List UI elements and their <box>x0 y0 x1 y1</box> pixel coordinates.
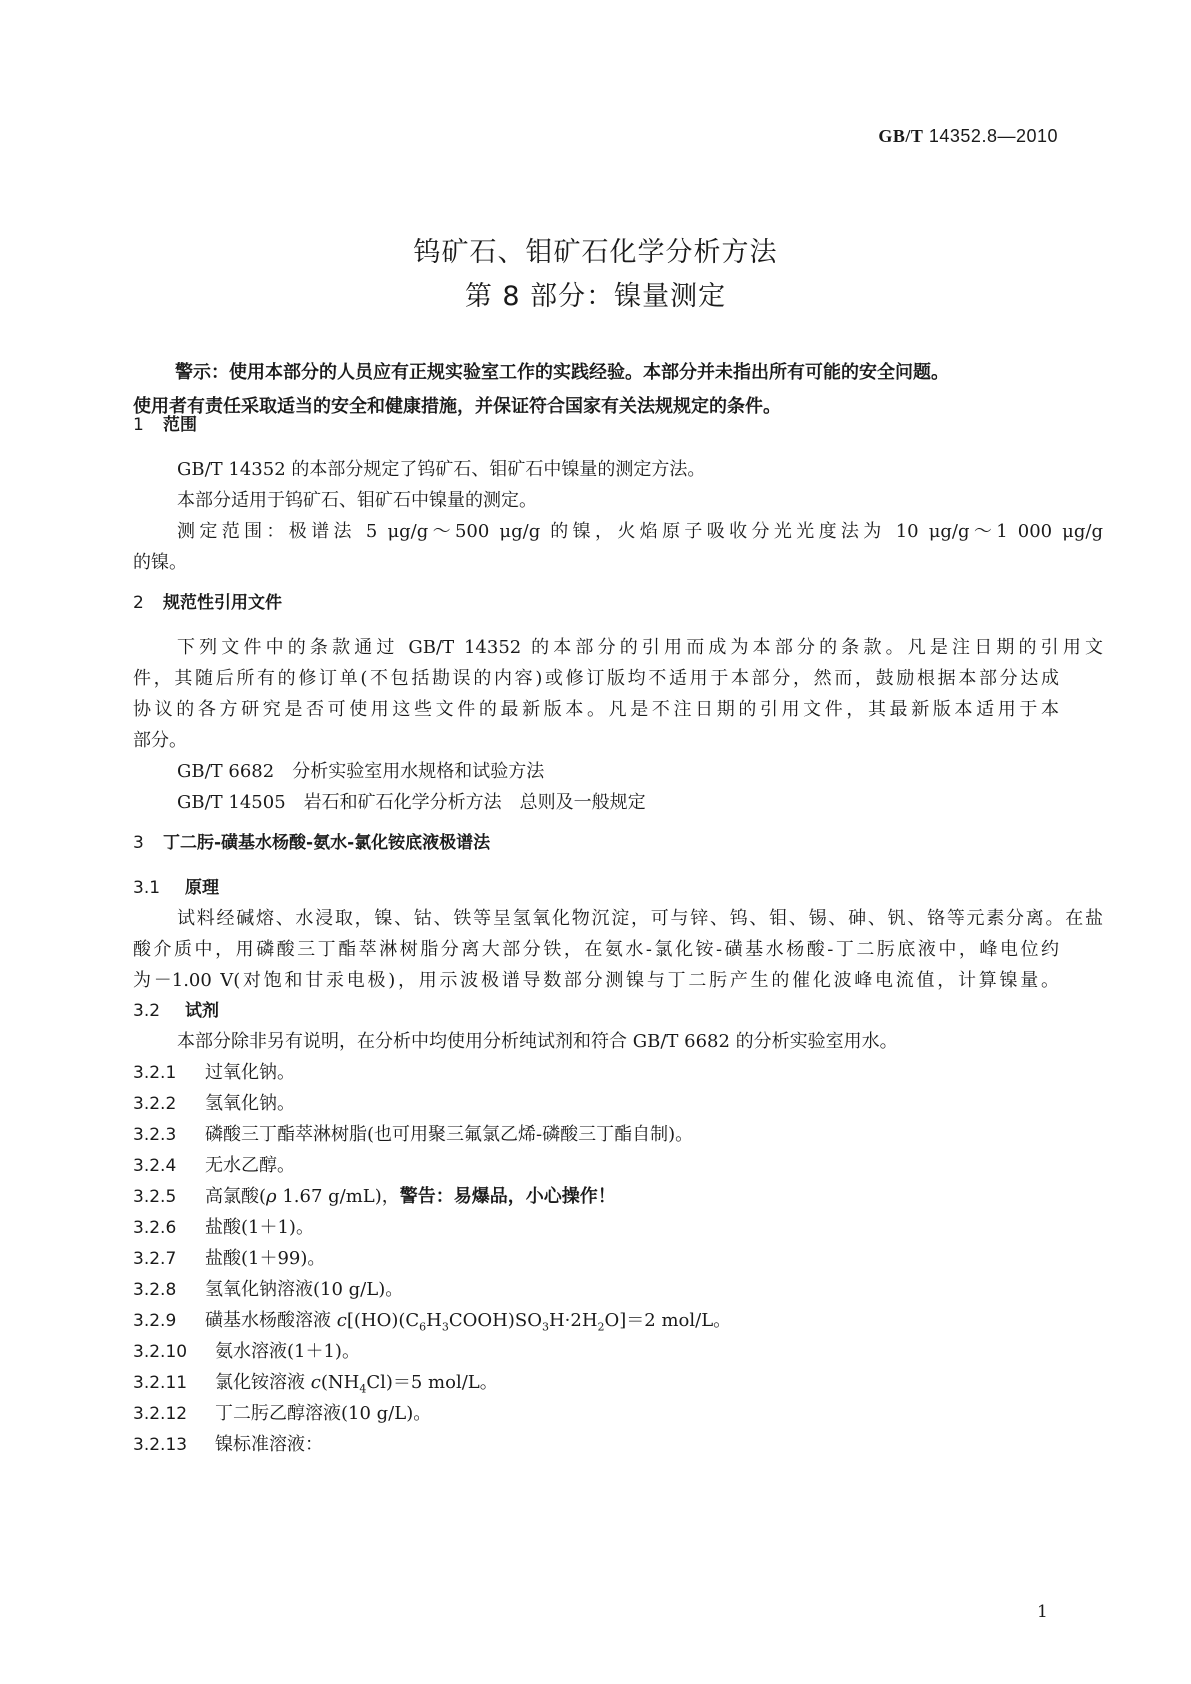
paragraph: GB/T 14352 的本部分规定了钨矿石、钼矿石中镍量的测定方法。 <box>177 459 706 480</box>
explosive-warning: 警告：易爆品，小心操作！ <box>399 1186 616 1207</box>
section-3-2-heading: 3.2 试剂 <box>133 1001 219 1021</box>
document-title: 钨矿石、钼矿石化学分析方法 <box>413 237 778 268</box>
page-number: 1 <box>1037 1602 1048 1622</box>
reagent-item: 3.2.2 氢氧化钠。 <box>133 1093 295 1114</box>
paragraph: 测定范围：极谱法 5 μg/g～500 μg/g 的镍，火焰原子吸收分光光度法为 10 μg/g～1 000 μg/g <box>177 521 1103 542</box>
reference-item: GB/T 6682 分析实验室用水规格和试验方法 <box>177 761 545 782</box>
paragraph: 件，其随后所有的修订单(不包括勘误的内容)或修订版均不适用于本部分，然而，鼓励根据本部分达成 <box>133 668 1059 689</box>
reference-item: GB/T 14505 岩石和矿石化学分析方法 总则及一般规定 <box>177 792 646 813</box>
paragraph: 试料经碱熔、水浸取，镍、钴、铁等呈氢氧化物沉淀，可与锌、钨、钼、锡、砷、钒、铬等元素分离。在盐 <box>177 908 1103 929</box>
reagent-item: 3.2.5 高氯酸(ρ 1.67 g/mL)，警告：易爆品，小心操作！ <box>133 1186 616 1207</box>
reagent-item: 3.2.13 镍标准溶液： <box>133 1434 323 1455</box>
paragraph: 下列文件中的条款通过 GB/T 14352 的本部分的引用而成为本部分的条款。凡是注日期的引用文 <box>177 637 1103 658</box>
paragraph: 的镍。 <box>133 552 187 573</box>
section-1-heading: 1 范围 <box>133 415 197 435</box>
reagent-item: 3.2.12 丁二肟乙醇溶液(10 g/L)。 <box>133 1403 432 1424</box>
paragraph: 本部分适用于钨矿石、钼矿石中镍量的测定。 <box>177 490 537 511</box>
paragraph: 部分。 <box>133 730 187 751</box>
section-3-1-heading: 3.1 原理 <box>133 878 219 898</box>
section-3-heading: 3 丁二肟-磺基水杨酸-氨水-氯化铵底液极谱法 <box>133 833 491 853</box>
reagent-item: 3.2.10 氨水溶液(1＋1)。 <box>133 1341 360 1362</box>
paragraph: 为－1.00 V(对饱和甘汞电极)，用示波极谱导数部分测镍与丁二肟产生的催化波峰电流值，计算镍量。 <box>133 970 1059 991</box>
reagent-item: 3.2.11 氯化铵溶液 $c(NH_4Cl)=5$ mol/L。 <box>133 1372 498 1396</box>
reagent-item: 3.2.6 盐酸(1＋1)。 <box>133 1217 314 1238</box>
reagent-item: 3.2.9 磺基水杨酸溶液 $c[(HO)(C_6H_3COOH)SO_3H\cdot 2H_2O]=2$ mol/L。 <box>133 1310 732 1334</box>
reagent-item: 3.2.7 盐酸(1＋99)。 <box>133 1248 326 1269</box>
safety-warning: 警示：使用本部分的人员应有正规实验室工作的实践经验。本部分并未指出所有可能的安全问题。 使用者有责任采取适当的安全和健康措施，并保证符合国家有关法规规定的条件。 <box>133 362 949 417</box>
paragraph: 酸介质中，用磷酸三丁酯萃淋树脂分离大部分铁，在氨水-氯化铵-磺基水杨酸-丁二肟底液中，峰电位约 <box>133 939 1059 960</box>
reagent-item: 3.2.1 过氧化钠。 <box>133 1062 295 1083</box>
reagent-item: 3.2.3 磷酸三丁酯萃淋树脂(也可用聚三氟氯乙烯-磷酸三丁酯自制)。 <box>133 1124 694 1145</box>
paragraph: 协议的各方研究是否可使用这些文件的最新版本。凡是不注日期的引用文件，其最新版本适用于本 <box>133 699 1059 720</box>
document-subtitle: 第 8 部分：镍量测定 <box>464 281 727 312</box>
paragraph: 本部分除非另有说明，在分析中均使用分析纯试剂和符合 GB/T 6682 的分析实验室用水。 <box>177 1031 898 1052</box>
standard-code: GB/T 14352.8—2010 <box>878 126 1058 146</box>
reagent-item: 3.2.8 氢氧化钠溶液(10 g/L)。 <box>133 1279 404 1300</box>
section-2-heading: 2 规范性引用文件 <box>133 593 282 613</box>
reagent-item: 3.2.4 无水乙醇。 <box>133 1155 295 1176</box>
